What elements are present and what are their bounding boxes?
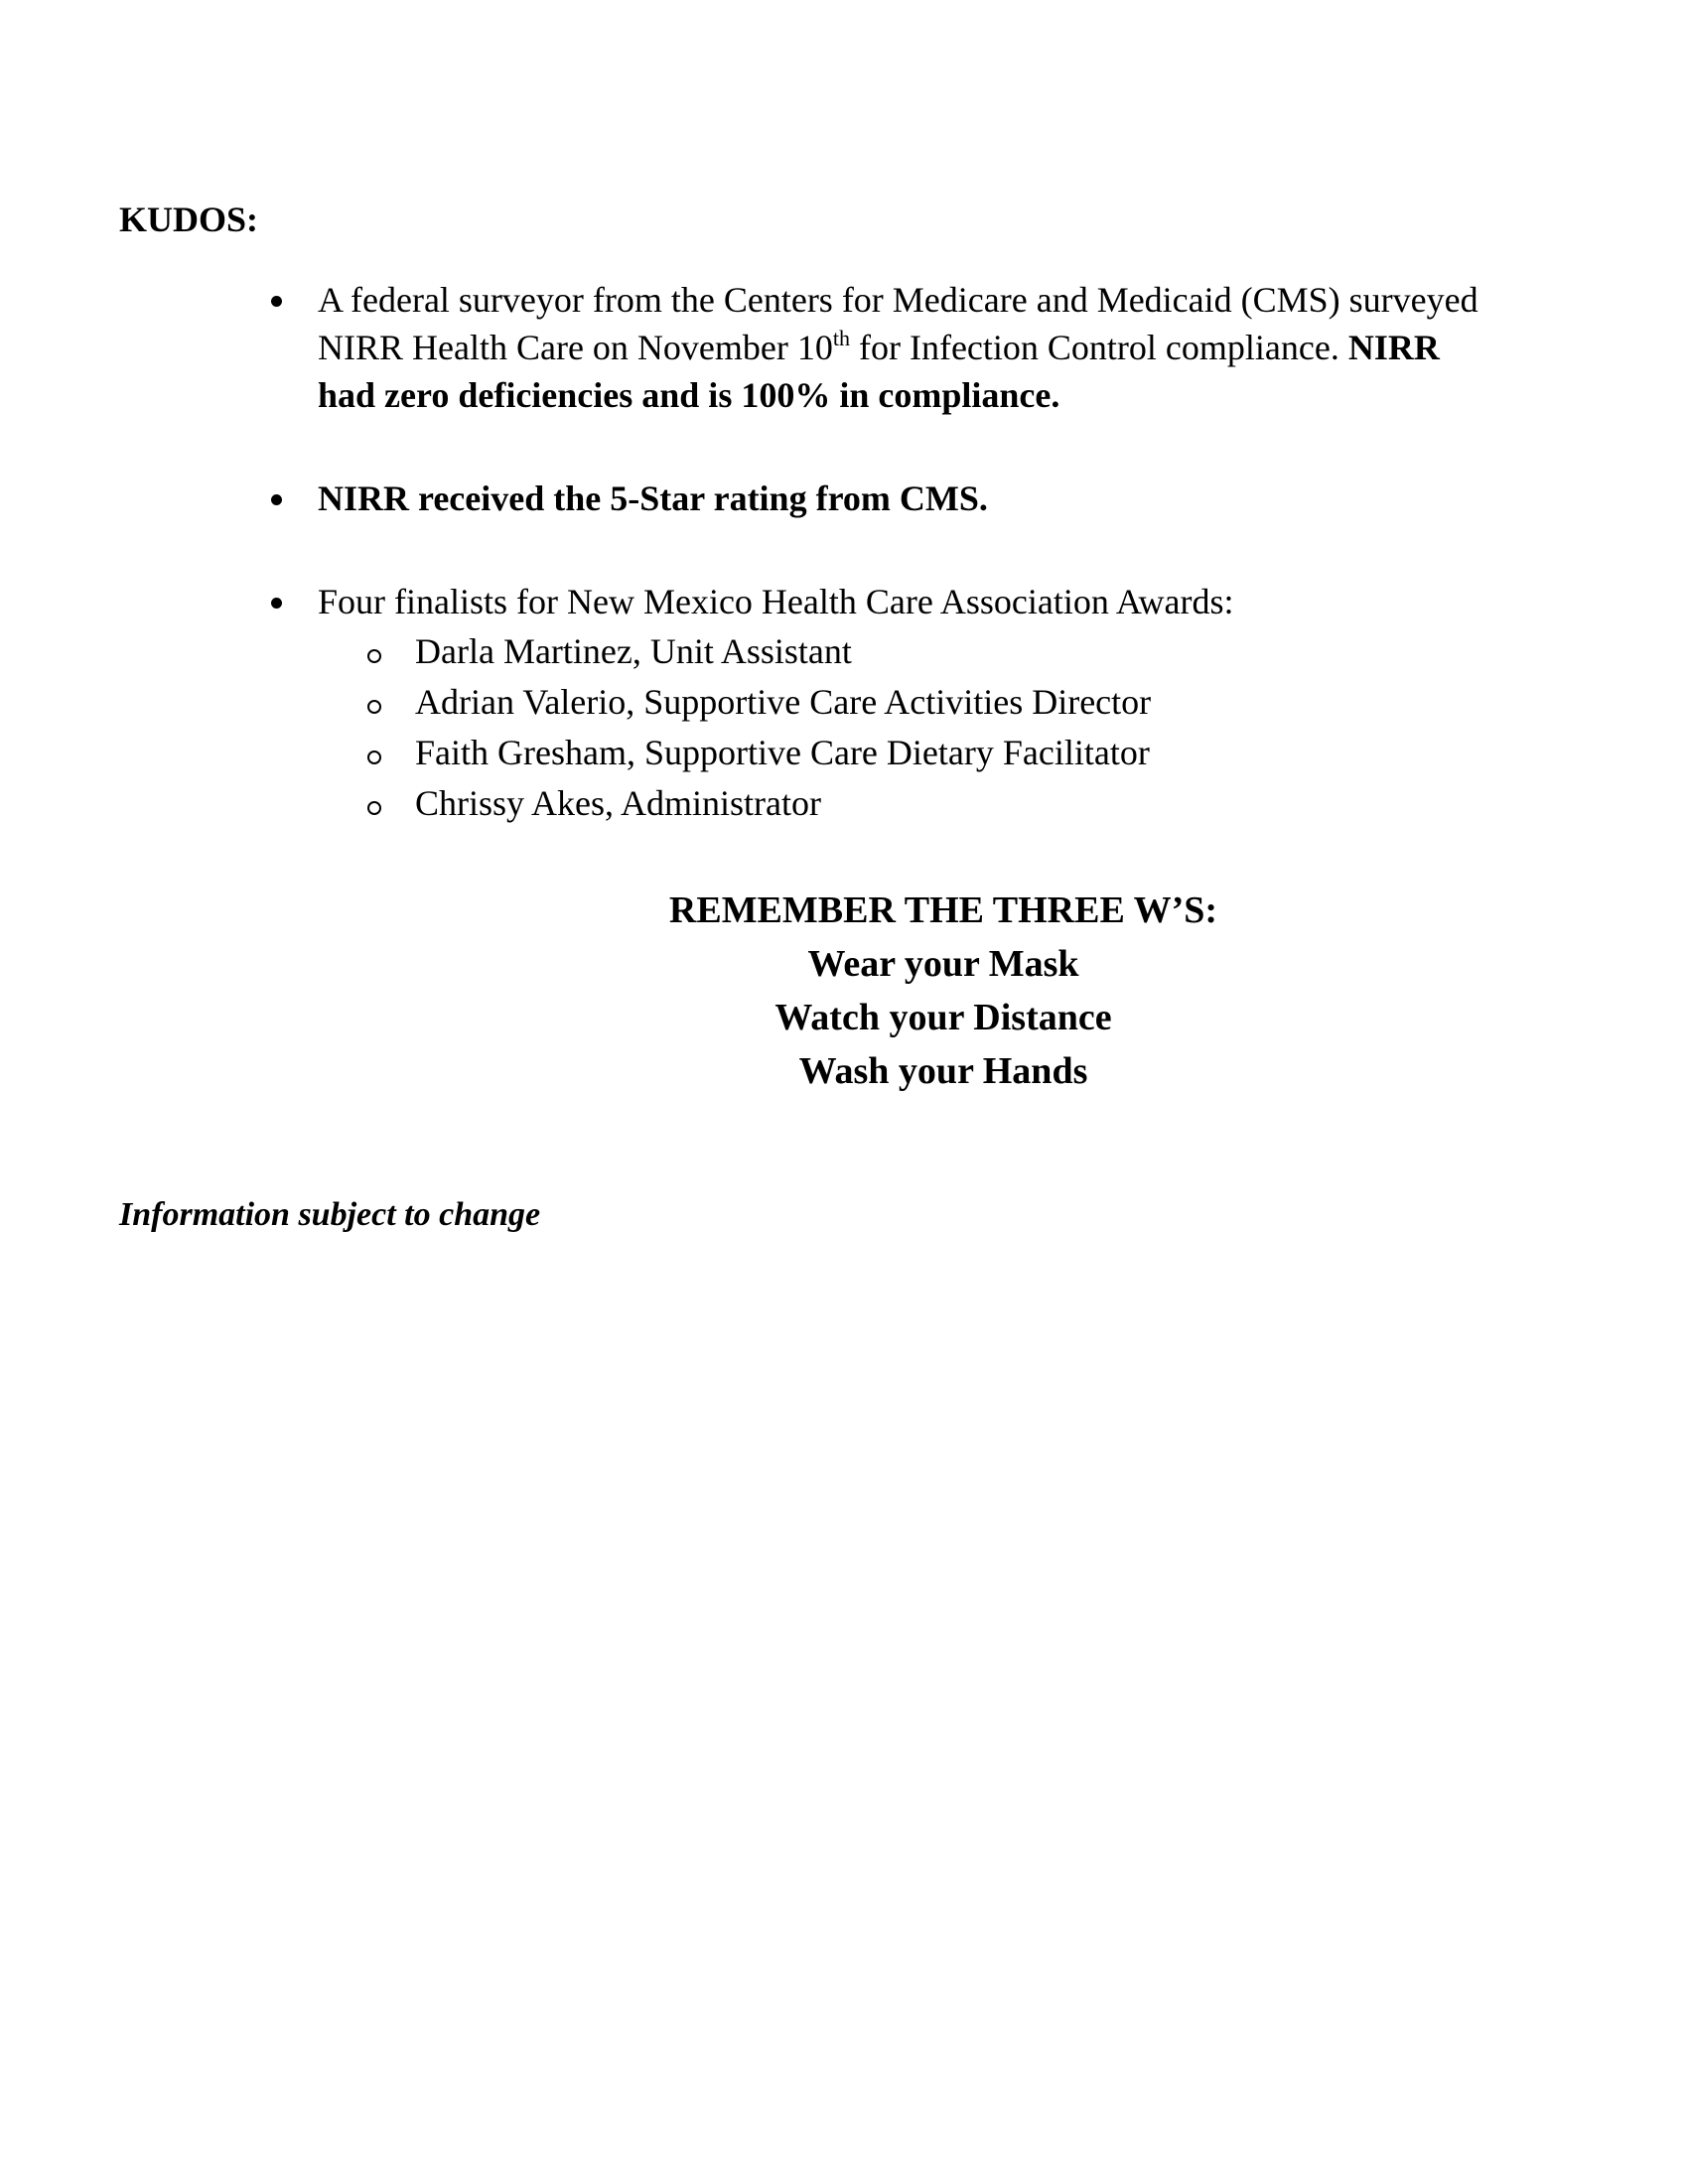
circle-bullet-icon xyxy=(367,649,381,663)
survey-text: A federal surveyor from the Centers for Medicare and Medicaid (CMS) surveyed NIRR Health Care on November 10 xyxy=(318,280,1478,367)
survey-text-continued: for Infection Control compliance. xyxy=(850,328,1348,367)
remember-line-distance: Watch your Distance xyxy=(774,997,1112,1038)
ordinal-superscript: th xyxy=(832,326,850,350)
kudos-heading: KUDOS: xyxy=(119,200,259,239)
finalist-name: Adrian Valerio, Supportive Care Activities Director xyxy=(415,682,1152,722)
finalist-name: Chrissy Akes, Administrator xyxy=(415,783,822,823)
remember-line-mask: Wear your Mask xyxy=(807,943,1079,985)
finalists-text: Four finalists for New Mexico Health Care Association Awards: xyxy=(318,582,1234,621)
finalist-name: Darla Martinez, Unit Assistant xyxy=(415,631,852,671)
remember-line-hands: Wash your Hands xyxy=(798,1050,1088,1092)
finalist-name: Faith Gresham, Supportive Care Dietary Facilitator xyxy=(415,733,1150,772)
circle-bullet-icon xyxy=(367,801,381,815)
circle-bullet-icon xyxy=(367,700,381,714)
bullet-dot-icon xyxy=(271,494,282,505)
circle-bullet-icon xyxy=(367,751,381,764)
information-disclaimer: Information subject to change xyxy=(119,1196,541,1233)
bullet-text xyxy=(318,276,1489,419)
bullet-dot-icon xyxy=(271,296,282,307)
five-star-text: NIRR received the 5-Star rating from CMS. xyxy=(318,478,988,518)
bullet-dot-icon xyxy=(271,598,282,609)
remember-title: REMEMBER THE THREE W’S: xyxy=(668,889,1218,931)
compliance-highlight: NIRR had zero deficiencies and is 100% in compliance. xyxy=(318,328,1440,415)
